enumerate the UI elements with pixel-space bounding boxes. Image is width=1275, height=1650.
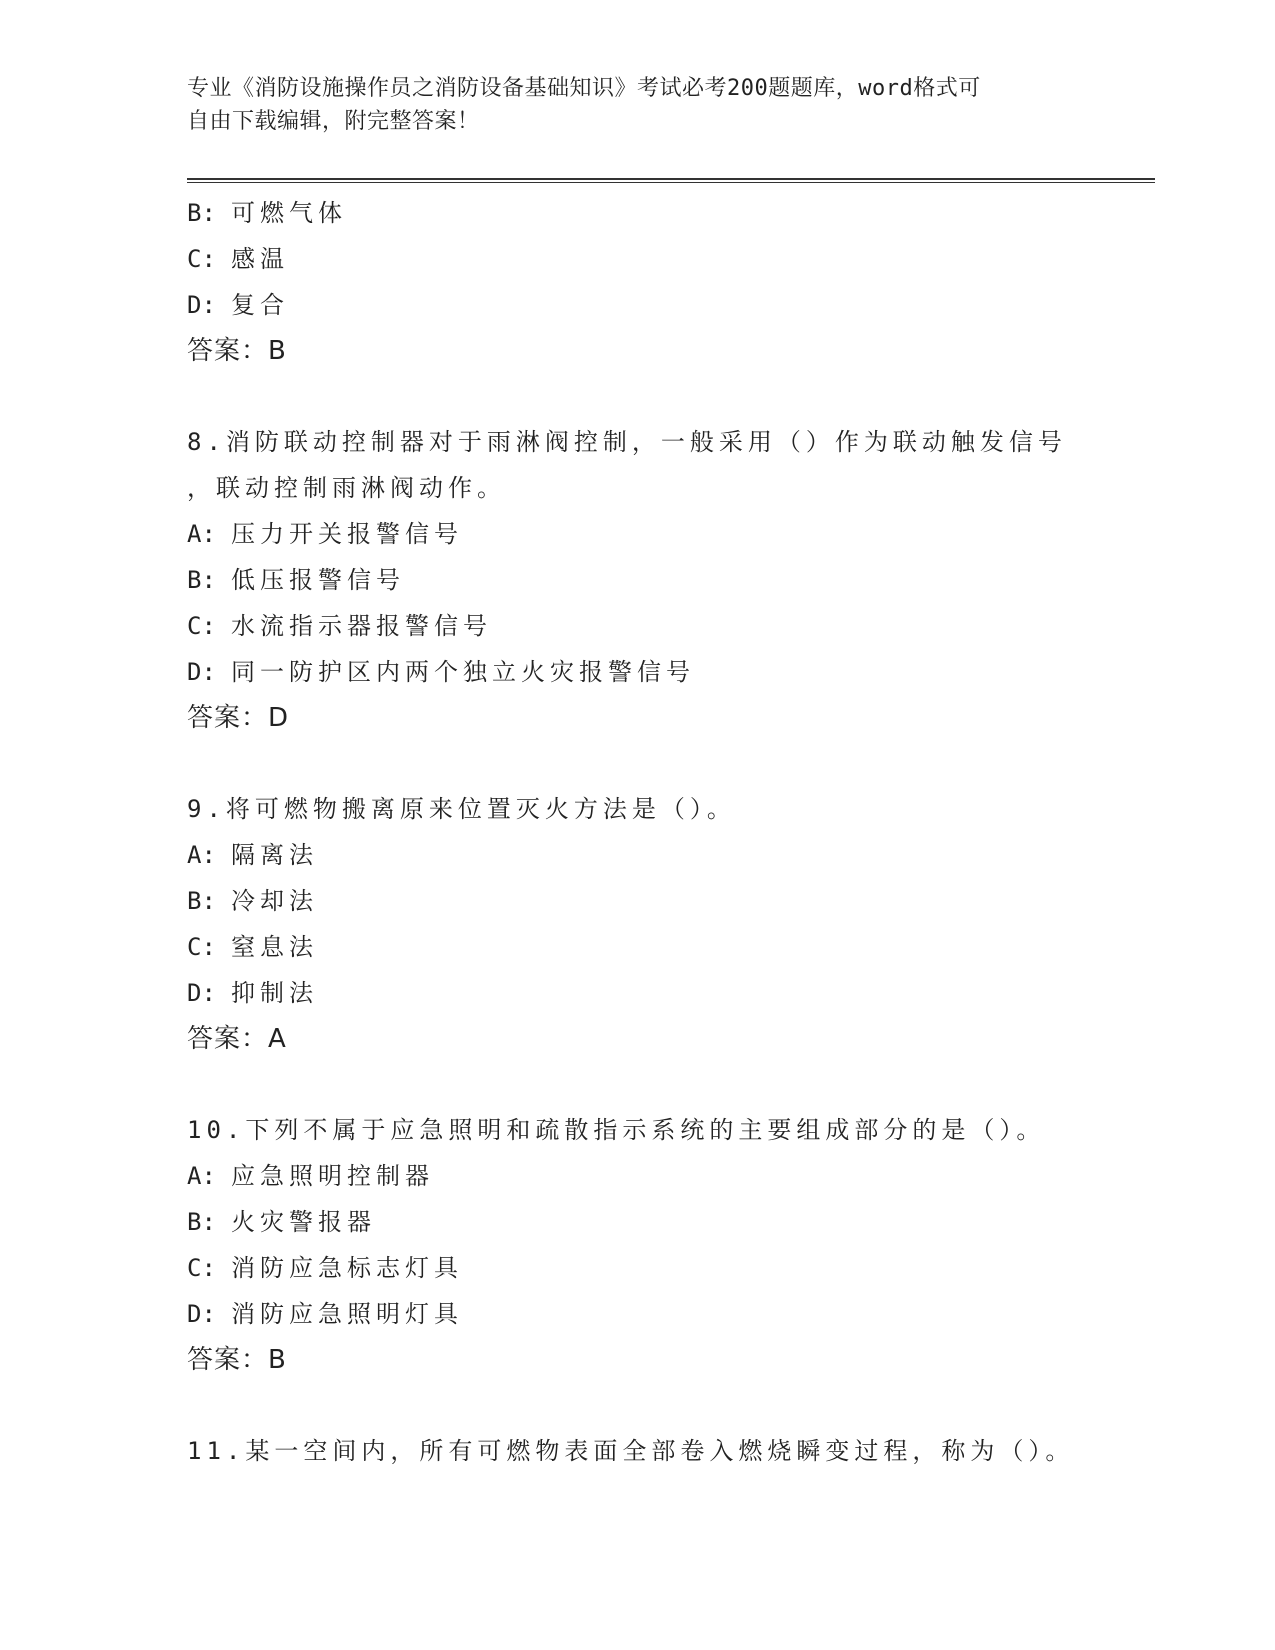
option-letter: A: [187, 520, 216, 548]
question-stem: 11.某一空间内，所有可燃物表面全部卷入燃烧瞬变过程，称为（）。 [187, 1437, 1075, 1465]
option-text: 消防应急照明灯具 [231, 1300, 463, 1328]
question-content [187, 190, 1127, 1474]
option-letter: A: [187, 841, 216, 869]
option-text: 水流指示器报警信号 [231, 612, 492, 640]
option-letter: C: [187, 245, 216, 273]
option-b [187, 1199, 1127, 1245]
option-text: 隔离法 [231, 841, 318, 869]
option-text: 冷却法 [231, 887, 318, 915]
option-d [187, 1291, 1127, 1337]
option-letter: B: [187, 199, 216, 227]
option-letter: B: [187, 1208, 216, 1236]
answer-line: 答案：B [187, 336, 287, 366]
option-c [187, 924, 1127, 970]
document-header [187, 72, 1087, 138]
option-a [187, 1153, 1127, 1199]
spacer [187, 741, 1127, 786]
option-text: 抑制法 [231, 979, 318, 1007]
question-stem: 8.消防联动控制器对于雨淋阀控制，一般采用（）作为联动触发信号 [187, 428, 1067, 456]
option-text: 低压报警信号 [231, 566, 405, 594]
question-10 [187, 1107, 1127, 1383]
option-text: 消防应急标志灯具 [231, 1254, 463, 1282]
header-line-1: 专业《消防设施操作员之消防设备基础知识》考试必考200题题库，word格式可 [187, 76, 981, 101]
option-b [187, 190, 1127, 236]
answer-line: 答案：A [187, 1024, 287, 1054]
spacer [187, 1062, 1127, 1107]
option-text: 窒息法 [231, 933, 318, 961]
option-a [187, 511, 1127, 557]
question-8 [187, 419, 1127, 741]
option-letter: C: [187, 933, 216, 961]
option-b [187, 878, 1127, 924]
option-b [187, 557, 1127, 603]
option-letter: B: [187, 566, 216, 594]
answer-line: 答案：B [187, 1345, 287, 1375]
option-d [187, 970, 1127, 1016]
question-stem: 9.将可燃物搬离原来位置灭火方法是（）。 [187, 795, 736, 823]
option-text: 同一防护区内两个独立火灾报警信号 [231, 658, 695, 686]
option-text: 复合 [231, 291, 289, 319]
option-a [187, 832, 1127, 878]
partial-question [187, 190, 1127, 374]
option-c [187, 236, 1127, 282]
header-divider [187, 178, 1155, 183]
option-letter: D: [187, 1300, 216, 1328]
option-text: 应急照明控制器 [231, 1162, 434, 1190]
option-letter: D: [187, 291, 216, 319]
option-letter: D: [187, 979, 216, 1007]
answer-line: 答案：D [187, 703, 290, 733]
option-c [187, 603, 1127, 649]
question-9 [187, 786, 1127, 1062]
spacer [187, 374, 1127, 419]
option-text: 压力开关报警信号 [231, 520, 463, 548]
question-stem: 10.下列不属于应急照明和疏散指示系统的主要组成部分的是（）。 [187, 1116, 1046, 1144]
option-text: 可燃气体 [231, 199, 347, 227]
option-c [187, 1245, 1127, 1291]
option-letter: D: [187, 658, 216, 686]
option-text: 感温 [231, 245, 289, 273]
option-letter: A: [187, 1162, 216, 1190]
question-11 [187, 1428, 1127, 1474]
option-letter: C: [187, 612, 216, 640]
header-line-2: 自由下载编辑，附完整答案！ [187, 109, 480, 134]
option-d [187, 649, 1127, 695]
option-d [187, 282, 1127, 328]
option-text: 火灾警报器 [231, 1208, 376, 1236]
question-stem-continued: ，联动控制雨淋阀动作。 [187, 474, 506, 502]
option-letter: B: [187, 887, 216, 915]
option-letter: C: [187, 1254, 216, 1282]
spacer [187, 1383, 1127, 1428]
